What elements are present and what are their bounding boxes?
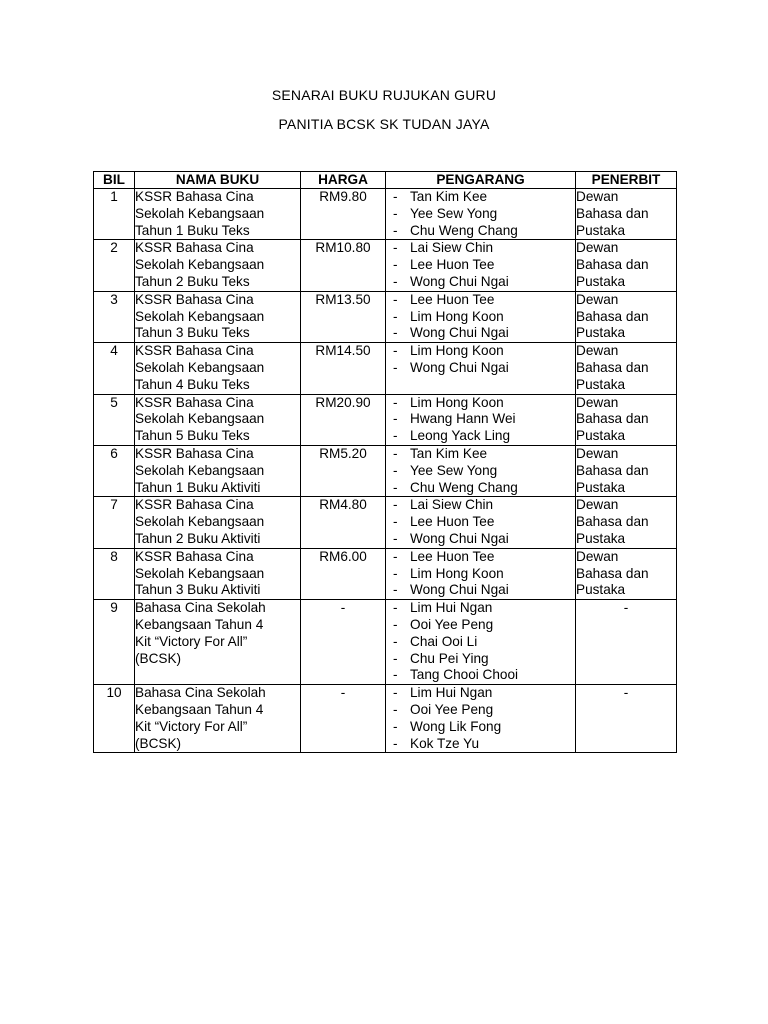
publisher-line: Bahasa dan bbox=[576, 411, 649, 427]
author-item bbox=[386, 617, 575, 634]
author-item bbox=[386, 395, 575, 412]
author-item bbox=[386, 274, 575, 291]
document-subtitle: PANITIA BCSK SK TUDAN JAYA bbox=[278, 116, 490, 132]
author-bullet-dash: - bbox=[393, 325, 398, 341]
author-bullet-dash: - bbox=[393, 497, 398, 513]
author-item bbox=[386, 685, 575, 702]
author-list bbox=[386, 549, 575, 599]
author-bullet-dash: - bbox=[393, 479, 398, 495]
cell-penerbit bbox=[576, 548, 677, 599]
author-item bbox=[386, 566, 575, 583]
publisher-line: Dewan bbox=[576, 343, 619, 359]
author-bullet-dash: - bbox=[393, 685, 398, 701]
cell-nama-buku bbox=[135, 600, 301, 685]
table-row bbox=[94, 291, 677, 342]
publisher-line: Pustaka bbox=[576, 376, 626, 392]
publisher-line: Pustaka bbox=[576, 530, 626, 546]
author-bullet-dash: - bbox=[393, 222, 398, 238]
cell-pengarang bbox=[386, 291, 576, 342]
author-name: Leong Yack Ling bbox=[410, 428, 511, 444]
author-item bbox=[386, 240, 575, 257]
author-item bbox=[386, 206, 575, 223]
cell-penerbit bbox=[576, 497, 677, 548]
cell-penerbit bbox=[576, 189, 677, 240]
book-title-line: Kebangsaan Tahun 4 bbox=[135, 701, 264, 717]
book-title-line: Tahun 5 Buku Teks bbox=[135, 428, 250, 444]
publisher-line: Pustaka bbox=[576, 479, 626, 495]
cell-penerbit bbox=[576, 240, 677, 291]
author-item bbox=[386, 292, 575, 309]
book-title-line: Sekolah Kebangsaan bbox=[135, 514, 265, 530]
book-title-line: Kebangsaan Tahun 4 bbox=[135, 616, 264, 632]
author-name: Lim Hong Koon bbox=[410, 394, 504, 410]
cell-harga: RM20.90 bbox=[301, 394, 386, 445]
book-title-line: KSSR Bahasa Cina bbox=[135, 291, 254, 307]
author-name: Wong Lik Fong bbox=[410, 718, 502, 734]
cell-pengarang bbox=[386, 343, 576, 394]
book-title-line: Sekolah Kebangsaan bbox=[135, 411, 265, 427]
author-bullet-dash: - bbox=[393, 445, 398, 461]
cell-pengarang bbox=[386, 548, 576, 599]
header-pengarang: PENGARANG bbox=[386, 172, 576, 189]
book-title-line: KSSR Bahasa Cina bbox=[135, 548, 254, 564]
author-item bbox=[386, 719, 575, 736]
author-name: Wong Chui Ngai bbox=[410, 530, 509, 546]
book-title-line: KSSR Bahasa Cina bbox=[135, 497, 254, 513]
book-title-line: Bahasa Cina Sekolah bbox=[135, 685, 266, 701]
book-title-line: Tahun 3 Buku Aktiviti bbox=[135, 582, 261, 598]
author-item bbox=[386, 446, 575, 463]
author-list bbox=[386, 446, 575, 496]
author-name: Lee Huon Tee bbox=[410, 514, 495, 530]
cell-penerbit bbox=[576, 394, 677, 445]
author-item bbox=[386, 360, 575, 377]
author-bullet-dash: - bbox=[393, 428, 398, 444]
cell-penerbit bbox=[576, 685, 677, 753]
table-row bbox=[94, 685, 677, 753]
author-name: Lee Huon Tee bbox=[410, 291, 495, 307]
table-row bbox=[94, 548, 677, 599]
cell-pengarang bbox=[386, 600, 576, 685]
cell-bil: 3 bbox=[94, 291, 135, 342]
author-item bbox=[386, 736, 575, 753]
author-item bbox=[386, 549, 575, 566]
author-list bbox=[386, 189, 575, 239]
publisher-line: Bahasa dan bbox=[576, 308, 649, 324]
author-name: Wong Chui Ngai bbox=[410, 325, 509, 341]
cell-nama-buku bbox=[135, 445, 301, 496]
author-name: Lai Siew Chin bbox=[410, 240, 494, 256]
author-bullet-dash: - bbox=[393, 530, 398, 546]
table-row bbox=[94, 600, 677, 685]
author-list bbox=[386, 292, 575, 342]
book-title-line: Sekolah Kebangsaan bbox=[135, 462, 265, 478]
author-name: Yee Sew Yong bbox=[410, 462, 498, 478]
cell-nama-buku bbox=[135, 343, 301, 394]
table-body bbox=[94, 189, 677, 753]
author-name: Chu Weng Chang bbox=[410, 479, 518, 495]
author-name: Tan Kim Kee bbox=[410, 189, 488, 204]
cell-bil: 10 bbox=[94, 685, 135, 753]
author-name: Ooi Yee Peng bbox=[410, 701, 494, 717]
cell-harga: RM6.00 bbox=[301, 548, 386, 599]
cell-pengarang bbox=[386, 497, 576, 548]
author-name: Hwang Hann Wei bbox=[410, 411, 516, 427]
author-bullet-dash: - bbox=[393, 701, 398, 717]
book-title-line: Tahun 4 Buku Teks bbox=[135, 376, 250, 392]
author-item bbox=[386, 531, 575, 548]
author-item bbox=[386, 651, 575, 668]
author-name: Lee Huon Tee bbox=[410, 257, 495, 273]
book-title-line: (BCSK) bbox=[135, 735, 182, 751]
author-bullet-dash: - bbox=[393, 667, 398, 683]
cell-pengarang bbox=[386, 685, 576, 753]
author-bullet-dash: - bbox=[393, 616, 398, 632]
cell-nama-buku bbox=[135, 291, 301, 342]
book-title-line: Kit “Victory For All” bbox=[135, 633, 248, 649]
cell-bil: 2 bbox=[94, 240, 135, 291]
cell-harga: RM4.80 bbox=[301, 497, 386, 548]
book-title-line: Sekolah Kebangsaan bbox=[135, 308, 265, 324]
cell-penerbit bbox=[576, 343, 677, 394]
author-list bbox=[386, 497, 575, 547]
table-header-row bbox=[94, 172, 677, 189]
book-title-line: KSSR Bahasa Cina bbox=[135, 343, 254, 359]
author-list bbox=[386, 685, 575, 752]
cell-harga: - bbox=[301, 600, 386, 685]
cell-bil: 1 bbox=[94, 189, 135, 240]
author-item bbox=[386, 325, 575, 342]
book-title-line: Bahasa Cina Sekolah bbox=[135, 600, 266, 616]
document-title: SENARAI BUKU RUJUKAN GURU bbox=[271, 87, 497, 103]
author-item bbox=[386, 309, 575, 326]
publisher-line: Bahasa dan bbox=[576, 514, 649, 530]
author-name: Lim Hui Ngan bbox=[410, 685, 493, 701]
author-bullet-dash: - bbox=[393, 291, 398, 307]
publisher-line: Dewan bbox=[576, 548, 619, 564]
cell-harga: RM10.80 bbox=[301, 240, 386, 291]
cell-bil: 9 bbox=[94, 600, 135, 685]
author-item bbox=[386, 223, 575, 240]
publisher-line: - bbox=[623, 685, 629, 701]
cell-bil: 6 bbox=[94, 445, 135, 496]
author-item bbox=[386, 480, 575, 497]
book-title-line: KSSR Bahasa Cina bbox=[135, 394, 254, 410]
author-bullet-dash: - bbox=[393, 308, 398, 324]
cell-pengarang bbox=[386, 240, 576, 291]
author-bullet-dash: - bbox=[393, 718, 398, 734]
book-title-line: (BCSK) bbox=[135, 650, 182, 666]
cell-harga: - bbox=[301, 685, 386, 753]
cell-penerbit bbox=[576, 600, 677, 685]
author-name: Tang Chooi Chooi bbox=[410, 667, 519, 683]
book-title-line: KSSR Bahasa Cina bbox=[135, 445, 254, 461]
book-title-line: Tahun 1 Buku Teks bbox=[135, 222, 250, 238]
cell-pengarang bbox=[386, 394, 576, 445]
author-item bbox=[386, 514, 575, 531]
book-title-line: Sekolah Kebangsaan bbox=[135, 257, 265, 273]
author-item bbox=[386, 600, 575, 617]
table-row bbox=[94, 240, 677, 291]
book-title-line: Tahun 2 Buku Teks bbox=[135, 273, 250, 289]
table-row bbox=[94, 343, 677, 394]
book-title-line: Tahun 3 Buku Teks bbox=[135, 325, 250, 341]
book-title-line: Tahun 2 Buku Aktiviti bbox=[135, 530, 261, 546]
author-item bbox=[386, 667, 575, 684]
author-bullet-dash: - bbox=[393, 582, 398, 598]
author-bullet-dash: - bbox=[393, 514, 398, 530]
book-title-line: KSSR Bahasa Cina bbox=[135, 240, 254, 256]
table-row bbox=[94, 189, 677, 240]
author-bullet-dash: - bbox=[393, 189, 398, 204]
author-bullet-dash: - bbox=[393, 565, 398, 581]
author-item bbox=[386, 343, 575, 360]
publisher-line: Dewan bbox=[576, 189, 619, 204]
author-name: Lai Siew Chin bbox=[410, 497, 494, 513]
book-title-line: Sekolah Kebangsaan bbox=[135, 359, 265, 375]
author-item bbox=[386, 702, 575, 719]
publisher-line: Bahasa dan bbox=[576, 257, 649, 273]
cell-penerbit bbox=[576, 445, 677, 496]
cell-nama-buku bbox=[135, 685, 301, 753]
author-name: Lim Hong Koon bbox=[410, 343, 504, 359]
cell-pengarang bbox=[386, 189, 576, 240]
cell-harga: RM14.50 bbox=[301, 343, 386, 394]
author-name: Ooi Yee Peng bbox=[410, 616, 494, 632]
author-bullet-dash: - bbox=[393, 735, 398, 751]
author-name: Chu Weng Chang bbox=[410, 222, 518, 238]
author-item bbox=[386, 497, 575, 514]
publisher-line: Dewan bbox=[576, 291, 619, 307]
publisher-line: Bahasa dan bbox=[576, 565, 649, 581]
publisher-line: Dewan bbox=[576, 240, 619, 256]
publisher-line: Pustaka bbox=[576, 428, 626, 444]
cell-pengarang bbox=[386, 445, 576, 496]
author-list bbox=[386, 240, 575, 290]
table-row bbox=[94, 497, 677, 548]
cell-harga: RM13.50 bbox=[301, 291, 386, 342]
author-bullet-dash: - bbox=[393, 394, 398, 410]
author-item bbox=[386, 463, 575, 480]
header-harga: HARGA bbox=[301, 172, 386, 189]
publisher-line: Bahasa dan bbox=[576, 205, 649, 221]
author-name: Lim Hong Koon bbox=[410, 565, 504, 581]
author-list bbox=[386, 395, 575, 445]
author-item bbox=[386, 634, 575, 651]
book-title-line: Tahun 1 Buku Aktiviti bbox=[135, 479, 261, 495]
author-item bbox=[386, 257, 575, 274]
author-name: Lim Hui Ngan bbox=[410, 600, 493, 616]
author-bullet-dash: - bbox=[393, 205, 398, 221]
author-bullet-dash: - bbox=[393, 240, 398, 256]
table-row bbox=[94, 394, 677, 445]
publisher-line: Pustaka bbox=[576, 222, 626, 238]
author-bullet-dash: - bbox=[393, 273, 398, 289]
author-name: Chai Ooi Li bbox=[410, 633, 478, 649]
publisher-line: Pustaka bbox=[576, 582, 626, 598]
header-bil: BIL bbox=[94, 172, 135, 189]
author-list bbox=[386, 600, 575, 684]
table-row bbox=[94, 445, 677, 496]
cell-nama-buku bbox=[135, 189, 301, 240]
author-name: Lee Huon Tee bbox=[410, 548, 495, 564]
author-item bbox=[386, 189, 575, 206]
author-name: Tan Kim Kee bbox=[410, 445, 488, 461]
author-name: Wong Chui Ngai bbox=[410, 359, 509, 375]
book-title-line: Sekolah Kebangsaan bbox=[135, 565, 265, 581]
author-bullet-dash: - bbox=[393, 600, 398, 616]
publisher-line: Dewan bbox=[576, 497, 619, 513]
publisher-line: Pustaka bbox=[576, 325, 626, 341]
author-item bbox=[386, 582, 575, 599]
cell-harga: RM9.80 bbox=[301, 189, 386, 240]
author-bullet-dash: - bbox=[393, 257, 398, 273]
author-name: Lim Hong Koon bbox=[410, 308, 504, 324]
book-reference-table bbox=[93, 171, 677, 753]
cell-penerbit bbox=[576, 291, 677, 342]
publisher-line: Bahasa dan bbox=[576, 359, 649, 375]
cell-nama-buku bbox=[135, 394, 301, 445]
cell-nama-buku bbox=[135, 497, 301, 548]
author-bullet-dash: - bbox=[393, 343, 398, 359]
author-list bbox=[386, 343, 575, 377]
book-title-line: Sekolah Kebangsaan bbox=[135, 205, 265, 221]
publisher-line: Pustaka bbox=[576, 273, 626, 289]
author-item bbox=[386, 428, 575, 445]
author-name: Yee Sew Yong bbox=[410, 205, 498, 221]
author-bullet-dash: - bbox=[393, 359, 398, 375]
cell-bil: 8 bbox=[94, 548, 135, 599]
book-title-line: Kit “Victory For All” bbox=[135, 718, 248, 734]
author-name: Kok Tze Yu bbox=[410, 735, 480, 751]
publisher-line: Bahasa dan bbox=[576, 462, 649, 478]
cell-harga: RM5.20 bbox=[301, 445, 386, 496]
book-title-line: KSSR Bahasa Cina bbox=[135, 189, 254, 204]
author-item bbox=[386, 411, 575, 428]
cell-nama-buku bbox=[135, 548, 301, 599]
author-bullet-dash: - bbox=[393, 462, 398, 478]
author-bullet-dash: - bbox=[393, 548, 398, 564]
header-penerbit: PENERBIT bbox=[576, 172, 677, 189]
publisher-line: Dewan bbox=[576, 445, 619, 461]
publisher-line: - bbox=[623, 600, 629, 616]
header-nama-buku: NAMA BUKU bbox=[135, 172, 301, 189]
author-name: Wong Chui Ngai bbox=[410, 582, 509, 598]
author-bullet-dash: - bbox=[393, 650, 398, 666]
cell-bil: 4 bbox=[94, 343, 135, 394]
author-name: Chu Pei Ying bbox=[410, 650, 489, 666]
author-name: Wong Chui Ngai bbox=[410, 273, 509, 289]
publisher-line: Dewan bbox=[576, 394, 619, 410]
author-bullet-dash: - bbox=[393, 411, 398, 427]
cell-nama-buku bbox=[135, 240, 301, 291]
author-bullet-dash: - bbox=[393, 633, 398, 649]
cell-bil: 5 bbox=[94, 394, 135, 445]
cell-bil: 7 bbox=[94, 497, 135, 548]
